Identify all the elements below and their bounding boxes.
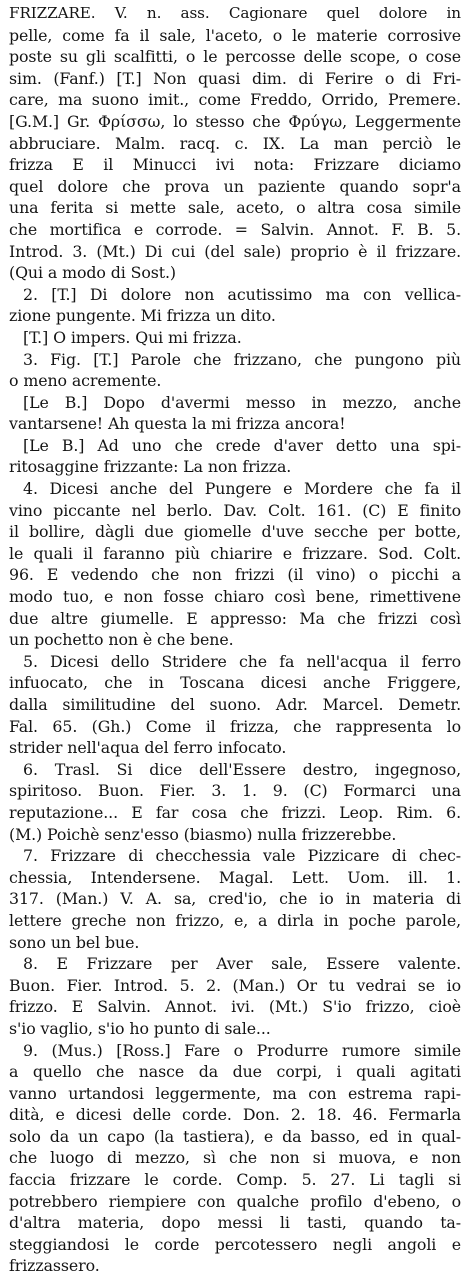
entry-line: abbruciare. Malm. racq. c. IX. La man perciò le bbox=[9, 133, 461, 153]
entry-line: che luogo di mezzo, sì che non si muova, e non bbox=[9, 1148, 461, 1168]
entry-line: [G.M.] Gr. Φρίσσω, lo stesso che Φρύγω, Leggermente bbox=[9, 111, 461, 131]
entry-line: vantarsene! Ah questa la mi frizza ancora! bbox=[9, 414, 346, 434]
entry-line: Introd. 3. (Mt.) Di cui (del sale) proprio è il frizzare. bbox=[9, 241, 461, 261]
sense-2-line: 2. [T.] Di dolore non acutissimo ma con vellica- bbox=[23, 284, 461, 304]
entry-line: due altre giumelle. E appresso: Ma che frizzi così bbox=[9, 608, 461, 628]
entry-line: strider nell'aqua del ferro infocato. bbox=[9, 738, 287, 758]
entry-line: [Le B.] Dopo d'avermi messo in mezzo, anche bbox=[23, 392, 461, 412]
entry-line: ritosaggine frizzante: La non frizza. bbox=[9, 457, 292, 477]
entry-line: (M.) Poichè senz'esso (biasmo) nulla frizzerebbe. bbox=[9, 824, 397, 844]
entry-line: d'altra materia, dopo messi li tasti, quando ta- bbox=[9, 1213, 461, 1233]
entry-line: a quello che nasce da due corpi, i quali agitati bbox=[9, 1062, 461, 1082]
entry-line: lettere greche non frizzo, e, a dirla in poche parole, bbox=[9, 910, 461, 930]
entry-line: frizza E il Minucci ivi nota: Frizzare diciamo bbox=[9, 155, 461, 175]
sense-5-line: 5. Dicesi dello Stridere che fa nell'acqua il ferro bbox=[23, 651, 461, 671]
entry-line: un pochetto non è che bene. bbox=[9, 630, 234, 650]
entry-line: chessia, Intendersene. Magal. Lett. Uom. ill. 1. bbox=[9, 867, 461, 887]
entry-line: quel dolore che prova un paziente quando sopr'a bbox=[9, 176, 461, 196]
entry-line: [T.] O impers. Qui mi frizza. bbox=[23, 327, 242, 347]
entry-line: pelle, come fa il sale, l'aceto, o le materie corrosive bbox=[9, 25, 461, 45]
entry-line: zione pungente. Mi frizza un dito. bbox=[9, 306, 276, 326]
entry-line: frizzassero. bbox=[9, 1256, 100, 1276]
entry-line: poste su gli scalfitti, o le percosse delle scope, o cose bbox=[9, 47, 461, 67]
entry-line: care, ma suono imit., come Freddo, Orrido, Premere. bbox=[9, 90, 461, 110]
sense-7-line: 7. Frizzare di checchessia vale Pizzicare di chec- bbox=[23, 846, 461, 866]
entry-line: [Le B.] Ad uno che crede d'aver detto una spi- bbox=[23, 435, 461, 455]
entry-line: 96. E vedendo che non frizzi (il vino) o picchi a bbox=[9, 565, 461, 585]
entry-line: Buon. Fier. Introd. 5. 2. (Man.) Or tu vedrai se io bbox=[9, 975, 461, 995]
entry-line: vanno urtandosi leggermente, ma con estrema rapi- bbox=[9, 1083, 461, 1103]
entry-line: sim. (Fanf.) [T.] Non quasi dim. di Ferire o di Fri- bbox=[9, 68, 461, 88]
entry-line: dalla similitudine del suono. Adr. Marcel. Demetr. bbox=[9, 695, 461, 714]
sense-3-line: 3. Fig. [T.] Parole che frizzano, che pungono più bbox=[23, 349, 461, 369]
entry-line: Fal. 65. (Gh.) Come il frizza, che rappresenta lo bbox=[9, 716, 461, 736]
entry-line: frizzo. E Salvin. Annot. ivi. (Mt.) S'io frizzo, cioè bbox=[9, 997, 461, 1017]
entry-line: potrebbero riempiere con qualche profilo d'ebeno, o bbox=[9, 1191, 461, 1211]
entry-line: vino piccante nel berlo. Dav. Colt. 161. (C) E finito bbox=[9, 500, 461, 520]
sense-6-line: 6. Trasl. Si dice dell'Essere destro, ingegnoso, bbox=[23, 759, 461, 779]
entry-line: steggiandosi le corde percotessero negli angoli e bbox=[9, 1234, 461, 1254]
entry-line: infuocato, che in Toscana dicesi anche Friggere, bbox=[9, 673, 461, 693]
entry-line: una ferita si mette sale, aceto, o altra cosa simile bbox=[9, 198, 461, 218]
entry-line: sono un bel bue. bbox=[9, 932, 140, 952]
entry-line: s'io vaglio, s'io ho punto di sale... bbox=[9, 1018, 271, 1038]
entry-line: 317. (Man.) V. A. sa, cred'io, che io in materia di bbox=[9, 889, 461, 909]
sense-9-line: 9. (Mus.) [Ross.] Fare o Produrre rumore simile bbox=[23, 1040, 461, 1060]
entry-line: modo tuo, e non fosse chiaro così bene, rimettivene bbox=[9, 587, 461, 607]
sense-4-line: 4. Dicesi anche del Pungere e Mordere che fa il bbox=[23, 479, 461, 499]
entry-line: dità, e dicesi delle corde. Don. 2. 18. 46. Fermarla bbox=[9, 1105, 461, 1125]
entry-line: reputazione... E far cosa che frizzi. Leop. Rim. 6. bbox=[9, 802, 461, 822]
entry-line: (Qui a modo di Sost.) bbox=[9, 263, 176, 283]
entry-line: le quali il faranno più chiarire e frizzare. Sod. Colt. bbox=[9, 543, 461, 563]
entry-line: spiritoso. Buon. Fier. 3. 1. 9. (C) Formarci una bbox=[9, 781, 461, 801]
entry-line: faccia frizzare le corde. Comp. 5. 27. Li tagli si bbox=[9, 1170, 461, 1190]
sense-8-line: 8. E Frizzare per Aver sale, Essere valente. bbox=[23, 954, 461, 974]
entry-head-line: FRIZZARE. V. n. ass. Cagionare quel dolore in bbox=[9, 4, 461, 22]
entry-line: che mortifica e corrode. = Salvin. Annot. F. B. 5. bbox=[9, 219, 461, 239]
entry-line: o meno acremente. bbox=[9, 371, 162, 391]
entry-line: solo da un capo (la tastiera), e da basso, ed in qual- bbox=[9, 1126, 461, 1146]
entry-line: il bollire, dàgli due giomelle d'uve secche per botte, bbox=[9, 522, 461, 542]
